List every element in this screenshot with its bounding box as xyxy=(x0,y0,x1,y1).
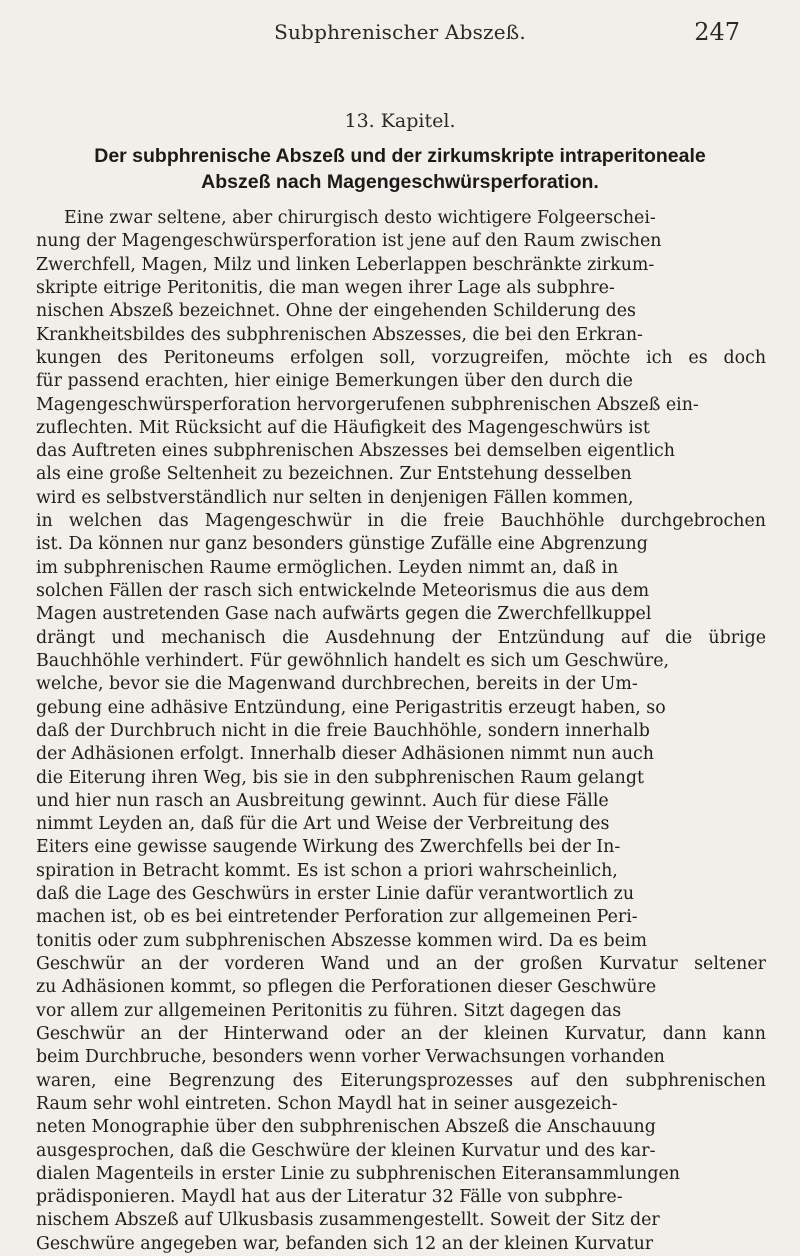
text-line: gebung eine adhäsive Entzündung, eine Perigastritis erzeugt haben, so xyxy=(36,697,666,718)
text-line: das Auftreten eines subphrenischen Abszesses bei demselben eigentlich xyxy=(36,441,675,462)
text-line: spiration in Betracht kommt. Es ist schon a priori wahrscheinlich, xyxy=(36,860,618,881)
text-line: welche, bevor sie die Magenwand durchbrechen, bereits in der Um- xyxy=(36,674,638,695)
text-line: ist. Da können nur ganz besonders günstige Zufälle eine Abgrenzung xyxy=(36,534,648,555)
page-number: 247 xyxy=(694,18,740,46)
text-line: Geschwür an der Hinterwand oder an der kleinen Kurvatur, dann kann xyxy=(36,1023,766,1044)
running-title: Subphrenischer Abszeß. xyxy=(274,20,526,44)
text-line: nischen Abszeß bezeichnet. Ohne der eingehenden Schilderung des xyxy=(36,301,636,322)
text-line: Geschwür an der vorderen Wand und an der großen Kurvatur seltener xyxy=(36,954,766,974)
text-line: und hier nun rasch an Ausbreitung gewinnt. Auch für diese Fälle xyxy=(36,790,609,811)
text-line: waren, eine Begrenzung des Eiterungsprozesses auf den subphrenischen xyxy=(36,1070,766,1091)
text-line: nimmt Leyden an, daß für die Art und Weise der Verbreitung des xyxy=(36,814,610,835)
text-line: Bauchhöhle verhindert. Für gewöhnlich handelt es sich um Geschwüre, xyxy=(36,650,670,671)
text-line: daß der Durchbruch nicht in die freie Bauchhöhle, sondern innerhalb xyxy=(36,720,650,741)
text-line: drängt und mechanisch die Ausdehnung der Entzündung auf die übrige xyxy=(36,627,767,648)
text-line: beim Durchbruche, besonders wenn vorher Verwachsungen vorhanden xyxy=(36,1047,665,1068)
text-line: machen ist, ob es bei eintretender Perforation zur allgemeinen Peri- xyxy=(36,907,638,928)
text-line: skripte eitrige Peritonitis, die man wegen ihrer Lage als subphre- xyxy=(36,277,615,298)
text-line: vor allem zur allgemeinen Peritonitis zu führen. Sitzt dagegen das xyxy=(36,1000,622,1021)
text-line: Eiters eine gewisse saugende Wirkung des Zwerchfells bei der In- xyxy=(36,837,621,858)
text-line: zu Adhäsionen kommt, so pflegen die Perforationen dieser Geschwüre xyxy=(36,977,657,998)
text-line: dialen Magenteils in erster Linie zu subphrenischen Eiteransammlungen xyxy=(36,1163,680,1184)
text-line: wird es selbstverständlich nur selten in denjenigen Fällen kommen, xyxy=(36,487,634,508)
text-line: Eine zwar seltene, aber chirurgisch desto wichtigere Folgeerschei- xyxy=(64,208,656,228)
text-line: neten Monographie über den subphrenischen Abszeß die Anschauung xyxy=(36,1117,656,1138)
chapter-label: 13. Kapitel. xyxy=(344,110,456,132)
text-line: prädisponieren. Maydl hat aus der Literatur 32 Fälle von subphre- xyxy=(36,1187,623,1208)
text-line: Geschwüre angegeben war, befanden sich 12 an der kleinen Kurvatur xyxy=(36,1233,654,1254)
chapter-title-line: Abszeß nach Magengeschwürsperforation. xyxy=(201,171,599,193)
text-line: daß die Lage des Geschwürs in erster Linie dafür verantwortlich zu xyxy=(36,884,635,905)
chapter-title-line: Der subphrenische Abszeß und der zirkumskripte intraperitoneale xyxy=(94,145,706,167)
text-line: der Adhäsionen erfolgt. Innerhalb dieser Adhäsionen nimmt nun auch xyxy=(36,744,654,765)
text-line: Magengeschwürsperforation hervorgerufenen subphrenischen Abszeß ein- xyxy=(36,394,699,415)
text-line: im subphrenischen Raume ermöglichen. Leyden nimmt an, daß in xyxy=(36,557,619,578)
text-line: solchen Fällen der rasch sich entwickelnde Meteorismus die aus dem xyxy=(36,581,650,601)
text-line: nung der Magengeschwürsperforation ist jene auf den Raum zwischen xyxy=(36,231,662,252)
body-text xyxy=(36,207,766,1256)
text-line: Magen austretenden Gase nach aufwärts gegen die Zwerchfellkuppel xyxy=(36,604,652,625)
running-head xyxy=(0,20,800,50)
text-line: Krankheitsbildes des subphrenischen Abszesses, die bei den Erkran- xyxy=(36,324,643,345)
text-line: tonitis oder zum subphrenischen Abszesse kommen wird. Da es beim xyxy=(36,930,647,951)
text-line: nischem Abszeß auf Ulkusbasis zusammengestellt. Soweit der Sitz der xyxy=(36,1210,660,1231)
text-line: ausgesprochen, daß die Geschwüre der kleinen Kurvatur und des kar- xyxy=(36,1140,656,1161)
text-line: kungen des Peritoneums erfolgen soll, vorzugreifen, möchte ich es doch xyxy=(36,347,767,368)
text-line: in welchen das Magengeschwür in die freie Bauchhöhle durchgebrochen xyxy=(36,511,766,532)
text-line: die Eiterung ihren Weg, bis sie in den subphrenischen Raum gelangt xyxy=(36,767,644,788)
text-line: Raum sehr wohl eintreten. Schon Maydl hat in seiner ausgezeich- xyxy=(36,1093,618,1114)
text-line: als eine große Seltenheit zu bezeichnen. Zur Entstehung desselben xyxy=(36,464,632,485)
text-line: für passend erachten, hier einige Bemerkungen über den durch die xyxy=(36,371,633,392)
text-line: Zwerchfell, Magen, Milz und linken Leberlappen beschränkte zirkum- xyxy=(36,254,655,275)
text-line: zuflechten. Mit Rücksicht auf die Häufigkeit des Magengeschwürs ist xyxy=(36,417,650,438)
chapter-title xyxy=(40,143,760,195)
